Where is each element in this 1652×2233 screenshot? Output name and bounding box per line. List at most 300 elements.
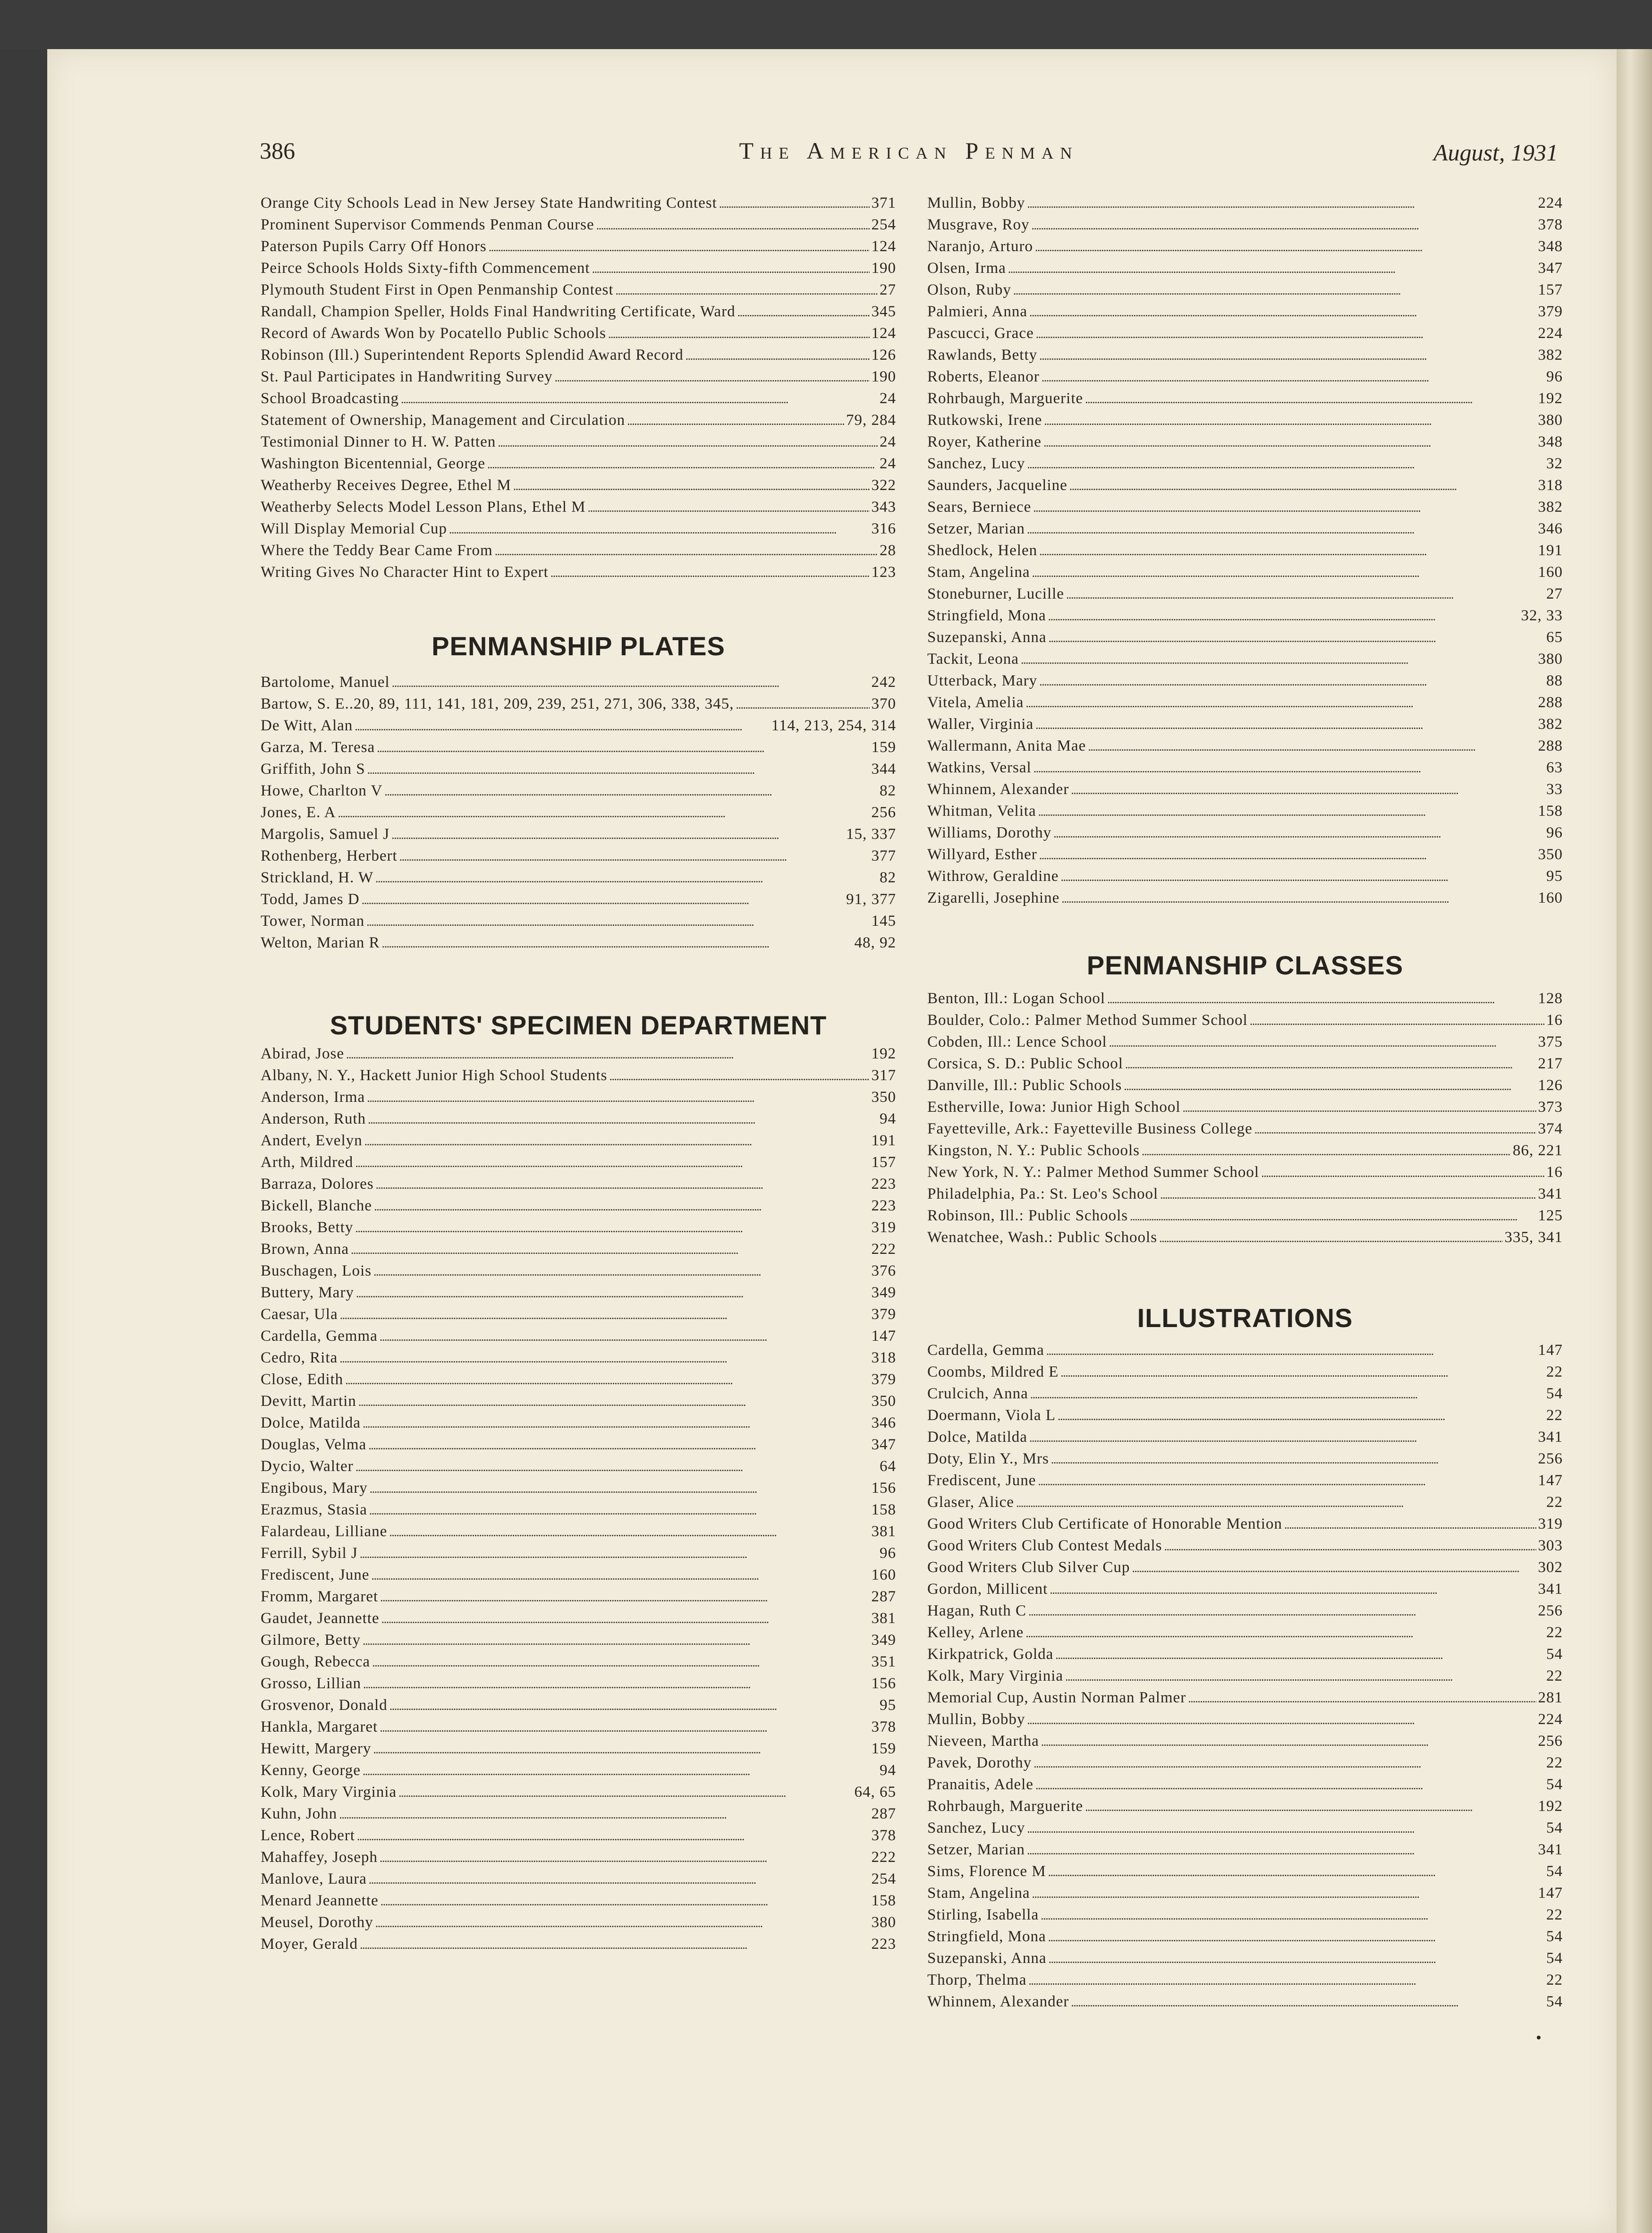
- dot-leader: [1261, 1164, 1544, 1181]
- dot-leader: [371, 1566, 869, 1584]
- dot-leader: [346, 1045, 870, 1063]
- entry-name: Mullin, Bobby: [927, 1711, 1025, 1728]
- entry-pages: 341: [1538, 1841, 1563, 1858]
- index-entry: [927, 1012, 1563, 1033]
- dot-leader: [1069, 477, 1536, 494]
- entry-name: Rohrbaugh, Marguerite: [927, 390, 1084, 407]
- entry-pages: 370: [871, 695, 896, 712]
- entry-pages: 376: [871, 1262, 896, 1279]
- illustrations-list: [927, 1342, 1563, 2015]
- index-entry: [261, 1284, 896, 1306]
- penmanship-classes-list: [927, 990, 1563, 1251]
- dot-leader: [351, 1241, 870, 1258]
- dot-leader: [1109, 1033, 1536, 1051]
- dot-leader: [1050, 1581, 1536, 1598]
- entry-pages: 126: [871, 347, 896, 364]
- index-entry: [261, 433, 896, 455]
- dot-leader: [1085, 390, 1536, 407]
- index-entry: [927, 1033, 1563, 1055]
- index-entry: [927, 1055, 1563, 1077]
- entry-pages: 64, 65: [854, 1784, 896, 1801]
- dot-leader: [340, 1306, 870, 1323]
- index-entry: [261, 542, 896, 564]
- entry-name: Cobden, Ill.: Lence School: [927, 1033, 1107, 1050]
- dot-leader: [1085, 1798, 1536, 1815]
- index-entry: [261, 325, 896, 347]
- entry-pages: 191: [871, 1132, 896, 1149]
- dot-leader: [1027, 1819, 1544, 1837]
- entry-pages: 48, 92: [854, 934, 896, 951]
- entry-name: Philadelphia, Pa.: St. Leo's School: [927, 1185, 1159, 1202]
- entry-name: Robinson, Ill.: Public Schools: [927, 1207, 1128, 1224]
- entry-name: Paterson Pupils Carry Off Honors: [261, 238, 487, 255]
- index-entry: [261, 1805, 896, 1827]
- entry-name: Dolce, Matilda: [927, 1429, 1027, 1446]
- entry-pages: 54: [1546, 1646, 1563, 1663]
- dot-leader: [1250, 1012, 1544, 1029]
- dot-leader: [1088, 737, 1536, 755]
- entry-name: Good Writers Club Contest Medals: [927, 1537, 1162, 1554]
- entry-name: Manlove, Laura: [261, 1870, 367, 1887]
- index-entry: [927, 433, 1563, 455]
- entry-pages: 22: [1546, 1363, 1563, 1380]
- dot-leader: [737, 303, 870, 321]
- dot-leader: [1025, 694, 1536, 711]
- index-entry: [927, 1077, 1563, 1099]
- index-entry: [927, 1819, 1563, 1841]
- dot-leader: [364, 1132, 870, 1150]
- entry-pages: 347: [871, 1436, 896, 1453]
- entry-name: Bickell, Blanche: [261, 1197, 372, 1214]
- entry-name: Suzepanski, Anna: [927, 1950, 1047, 1967]
- entry-name: St. Paul Participates in Handwriting Survey: [261, 368, 553, 385]
- entry-pages: 382: [1538, 499, 1563, 516]
- entry-pages: 287: [871, 1805, 896, 1822]
- index-entry: [261, 368, 896, 390]
- index-entry: [261, 195, 896, 216]
- entry-name: Nieveen, Martha: [927, 1733, 1039, 1750]
- entry-pages: 126: [1538, 1077, 1563, 1094]
- dot-leader: [357, 1827, 870, 1844]
- entry-pages: 82: [880, 782, 896, 799]
- entry-pages: 375: [1538, 1033, 1563, 1050]
- index-entry: [927, 390, 1563, 412]
- index-entry: [927, 368, 1563, 390]
- dot-leader: [392, 674, 870, 691]
- dot-leader: [1132, 1559, 1536, 1576]
- dot-leader: [339, 1805, 869, 1823]
- dot-leader: [358, 1393, 870, 1410]
- entry-pages: 256: [1538, 1602, 1563, 1619]
- entry-pages: 54: [1546, 1863, 1563, 1880]
- entry-name: Prominent Supervisor Commends Penman Course: [261, 216, 594, 233]
- entry-pages: 254: [871, 1870, 896, 1887]
- entry-name: Brooks, Betty: [261, 1219, 354, 1236]
- dot-leader: [1039, 347, 1536, 364]
- entry-pages: 348: [1538, 238, 1563, 255]
- dot-leader: [736, 695, 869, 713]
- entry-name: Anderson, Ruth: [261, 1110, 366, 1127]
- index-entry: [927, 990, 1563, 1012]
- dot-leader: [360, 1545, 878, 1562]
- entry-pages: 223: [871, 1176, 896, 1193]
- entry-pages: 95: [1546, 868, 1563, 885]
- index-entry: [927, 1494, 1563, 1515]
- entry-pages: 345: [871, 303, 896, 320]
- entry-name: Boulder, Colo.: Palmer Method Summer School: [927, 1012, 1248, 1029]
- index-entry: [261, 1501, 896, 1523]
- entry-name: Kirkpatrick, Golda: [927, 1646, 1054, 1663]
- index-entry: [261, 913, 896, 934]
- dot-leader: [1125, 1055, 1536, 1073]
- dot-leader: [592, 260, 870, 277]
- index-entry: [261, 455, 896, 477]
- entry-name: Howe, Charlton V: [261, 782, 383, 799]
- entry-name: Fayetteville, Ark.: Fayetteville Business College: [927, 1120, 1253, 1137]
- index-entry: [261, 717, 896, 739]
- entry-pages: 96: [1546, 824, 1563, 841]
- entry-name: Where the Teddy Bear Came From: [261, 542, 493, 559]
- entry-name: Todd, James D: [261, 891, 360, 908]
- dot-leader: [363, 1762, 878, 1779]
- entry-pages: 371: [871, 195, 896, 211]
- index-entry: [261, 564, 896, 585]
- dot-leader: [1034, 759, 1544, 777]
- dot-leader: [1044, 412, 1536, 429]
- index-entry: [927, 1906, 1563, 1928]
- entry-pages: 22: [1546, 1667, 1563, 1684]
- entry-pages: 24: [880, 390, 896, 407]
- index-entry: [927, 1363, 1563, 1385]
- entry-name: Zigarelli, Josephine: [927, 889, 1060, 906]
- entry-name: Pavek, Dorothy: [927, 1754, 1032, 1771]
- entry-name: Caesar, Ula: [261, 1306, 338, 1323]
- entry-pages: 156: [871, 1480, 896, 1497]
- dot-leader: [391, 826, 844, 843]
- index-entry: [927, 1689, 1563, 1711]
- entry-name: Will Display Memorial Cup: [261, 520, 447, 537]
- index-entry: [261, 761, 896, 782]
- index-entry: [927, 1559, 1563, 1581]
- index-entry: [261, 216, 896, 238]
- entry-name: Utterback, Mary: [927, 672, 1038, 689]
- dot-leader: [1035, 716, 1536, 733]
- entry-pages: 380: [871, 1914, 896, 1931]
- index-entry: [927, 1229, 1563, 1251]
- entry-name: Doermann, Viola L: [927, 1407, 1056, 1424]
- dot-leader: [587, 499, 869, 516]
- entry-pages: 94: [880, 1762, 896, 1779]
- entry-pages: 318: [871, 1349, 896, 1366]
- entry-pages: 318: [1538, 477, 1563, 494]
- dot-leader: [551, 564, 870, 581]
- dot-leader: [389, 1523, 869, 1540]
- entry-pages: 54: [1546, 1819, 1563, 1836]
- entry-name: Wenatchee, Wash.: Public Schools: [927, 1229, 1158, 1246]
- dot-leader: [380, 1328, 870, 1345]
- entry-pages: 157: [1538, 281, 1563, 298]
- entry-pages: 63: [1546, 759, 1563, 776]
- entry-pages: 319: [1538, 1515, 1563, 1532]
- entry-pages: 374: [1538, 1120, 1563, 1137]
- entry-pages: 96: [880, 1545, 896, 1562]
- entry-pages: 344: [871, 761, 896, 778]
- index-entry: [927, 1733, 1563, 1754]
- index-entry: [261, 1371, 896, 1393]
- index-entry: [261, 1219, 896, 1241]
- index-entry: [261, 477, 896, 499]
- dot-leader: [363, 1632, 870, 1649]
- index-entry: [261, 1262, 896, 1284]
- dot-leader: [370, 1480, 870, 1497]
- dot-leader: [369, 1870, 870, 1888]
- index-entry: [261, 1566, 896, 1588]
- entry-pages: 316: [871, 520, 896, 537]
- index-entry: [261, 739, 896, 761]
- facing-page-edge: [1617, 49, 1652, 2233]
- entry-name: Shedlock, Helen: [927, 542, 1038, 559]
- entry-name: Memorial Cup, Austin Norman Palmer: [927, 1689, 1186, 1706]
- entry-name: Kelley, Arlene: [927, 1624, 1024, 1641]
- entry-name: Meusel, Dorothy: [261, 1914, 373, 1931]
- penmanship-classes-heading: PENMANSHIP CLASSES: [1086, 950, 1404, 980]
- entry-name: Rohrbaugh, Marguerite: [927, 1798, 1084, 1815]
- index-entry: [927, 651, 1563, 672]
- dot-leader: [1027, 1841, 1536, 1859]
- entry-name: Crulcich, Anna: [927, 1385, 1028, 1402]
- index-entry: [261, 826, 896, 847]
- index-entry: [261, 847, 896, 869]
- dot-leader: [513, 477, 870, 494]
- entry-name: Whinnem, Alexander: [927, 1993, 1069, 2010]
- entry-name: Pascucci, Grace: [927, 325, 1034, 342]
- dot-leader: [356, 1458, 878, 1475]
- entry-pages: 145: [871, 913, 896, 930]
- dot-leader: [1071, 1993, 1544, 2011]
- dot-leader: [1053, 824, 1544, 842]
- dot-leader: [355, 1154, 869, 1171]
- index-entry: [261, 347, 896, 368]
- entry-name: Sanchez, Lucy: [927, 1819, 1025, 1836]
- index-entry: [261, 1067, 896, 1089]
- entry-pages: 381: [871, 1610, 896, 1627]
- index-entry: [261, 1414, 896, 1436]
- entry-name: Royer, Katherine: [927, 433, 1042, 450]
- entry-pages: 335, 341: [1504, 1229, 1563, 1246]
- index-entry: [261, 1328, 896, 1349]
- entry-pages: 24: [880, 433, 896, 450]
- index-entry: [927, 1450, 1563, 1472]
- entry-name: Fromm, Margaret: [261, 1588, 379, 1605]
- index-entry: [927, 781, 1563, 803]
- index-entry: [261, 1089, 896, 1110]
- index-entry: [927, 1342, 1563, 1363]
- dot-leader: [627, 412, 844, 429]
- entry-pages: 302: [1538, 1559, 1563, 1576]
- dot-leader: [1142, 1142, 1511, 1159]
- dot-leader: [399, 847, 870, 865]
- index-entry: [927, 1863, 1563, 1885]
- entry-name: Dolce, Matilda: [261, 1414, 361, 1431]
- entry-pages: 114, 213, 254, 314: [771, 717, 896, 734]
- entry-name: Buschagen, Lois: [261, 1262, 372, 1279]
- entry-pages: 288: [1538, 737, 1563, 754]
- dot-leader: [398, 1784, 852, 1801]
- index-entry: [927, 1142, 1563, 1164]
- entry-pages: 224: [1538, 1711, 1563, 1728]
- entry-name: Williams, Dorothy: [927, 824, 1052, 841]
- entry-name: Lence, Robert: [261, 1827, 355, 1844]
- index-entry: [927, 737, 1563, 759]
- index-entry: [927, 629, 1563, 651]
- entry-name: Corsica, S. D.: Public School: [927, 1055, 1123, 1072]
- index-entry: [261, 804, 896, 826]
- entry-name: Rutkowski, Irene: [927, 412, 1042, 429]
- entry-pages: 28: [880, 542, 896, 559]
- index-entry: [261, 1914, 896, 1936]
- entry-pages: 32, 33: [1521, 607, 1563, 624]
- dot-leader: [382, 934, 853, 952]
- right-column: [927, 195, 1563, 2015]
- index-entry: [261, 1306, 896, 1328]
- dot-leader: [362, 891, 844, 908]
- entry-name: Vitela, Amelia: [927, 694, 1024, 711]
- entry-name: Falardeau, Lilliane: [261, 1523, 388, 1540]
- dot-leader: [1035, 1776, 1544, 1793]
- entry-name: Plymouth Student First in Open Penmanship Contest: [261, 281, 614, 298]
- entry-name: Kolk, Mary Virginia: [261, 1784, 397, 1801]
- entry-name: Garza, M. Teresa: [261, 739, 375, 756]
- entry-pages: 341: [1538, 1581, 1563, 1598]
- entry-pages: 82: [880, 869, 896, 886]
- entry-pages: 54: [1546, 1385, 1563, 1402]
- index-entry: [927, 803, 1563, 824]
- dot-leader: [608, 325, 870, 342]
- entry-pages: 378: [871, 1827, 896, 1844]
- index-entry: [261, 1936, 896, 1957]
- entry-name: Whitman, Velita: [927, 803, 1036, 820]
- dot-leader: [367, 761, 870, 778]
- entry-name: Sims, Florence M: [927, 1863, 1046, 1880]
- dot-leader: [489, 238, 870, 255]
- entry-pages: 351: [871, 1653, 896, 1670]
- dot-leader: [1032, 564, 1536, 581]
- dot-leader: [375, 1914, 870, 1931]
- dot-leader: [1042, 368, 1544, 386]
- entry-name: Brown, Anna: [261, 1241, 349, 1258]
- index-entry: [261, 1653, 896, 1675]
- index-entry: [927, 1993, 1563, 2015]
- index-entry: [261, 869, 896, 891]
- dot-leader: [1046, 1342, 1536, 1359]
- entry-pages: 159: [871, 1740, 896, 1757]
- dot-leader: [1048, 607, 1519, 625]
- index-entry: [261, 1632, 896, 1653]
- index-entry: [927, 1407, 1563, 1429]
- dot-leader: [1048, 629, 1544, 646]
- entry-name: Devitt, Martin: [261, 1393, 356, 1410]
- index-entry: [927, 868, 1563, 889]
- entry-name: Kolk, Mary Virginia: [927, 1667, 1064, 1684]
- dot-leader: [1043, 433, 1536, 451]
- dot-leader: [375, 869, 878, 887]
- index-entry: [261, 695, 896, 717]
- entry-name: Abirad, Jose: [261, 1045, 344, 1062]
- dot-leader: [1055, 1646, 1544, 1663]
- entry-pages: 317: [871, 1067, 896, 1084]
- index-entry: [261, 390, 896, 412]
- entry-pages: 288: [1538, 694, 1563, 711]
- index-entry: [927, 1099, 1563, 1120]
- entry-pages: 190: [871, 368, 896, 385]
- entry-name: Washington Bicentennial, George: [261, 455, 485, 472]
- entry-name: Mullin, Bobby: [927, 195, 1025, 211]
- entry-name: School Broadcasting: [261, 390, 399, 407]
- index-entry: [927, 1602, 1563, 1624]
- index-entry: [927, 607, 1563, 629]
- dot-leader: [1038, 1472, 1536, 1489]
- index-entry: [261, 1154, 896, 1176]
- index-entry: [927, 303, 1563, 325]
- entry-pages: 224: [1538, 325, 1563, 342]
- index-entry: [261, 1675, 896, 1697]
- entry-pages: 256: [1538, 1450, 1563, 1467]
- page-header: [260, 137, 1558, 175]
- dot-leader: [1008, 260, 1536, 277]
- dot-leader: [367, 1089, 869, 1106]
- index-entry: [927, 455, 1563, 477]
- dot-leader: [1027, 1711, 1536, 1728]
- dot-leader: [1030, 1385, 1544, 1403]
- dot-leader: [363, 1414, 870, 1432]
- entry-pages: 192: [871, 1045, 896, 1062]
- entry-pages: 54: [1546, 1928, 1563, 1945]
- dot-leader: [719, 195, 870, 212]
- entry-name: Tower, Norman: [261, 913, 365, 930]
- entry-name: Kenny, George: [261, 1762, 361, 1779]
- entry-pages: 15, 337: [846, 826, 896, 843]
- index-entry: [261, 260, 896, 281]
- scan-top-border: [0, 0, 1652, 49]
- entry-name: Andert, Evelyn: [261, 1132, 363, 1149]
- entry-pages: 24: [880, 455, 896, 472]
- entry-name: Arth, Mildred: [261, 1154, 354, 1171]
- entry-name: Stam, Angelina: [927, 1885, 1030, 1902]
- index-entry: [261, 1480, 896, 1501]
- entry-pages: 349: [871, 1632, 896, 1649]
- index-entry: [261, 281, 896, 303]
- entry-pages: 157: [871, 1154, 896, 1171]
- index-entry: [261, 1545, 896, 1566]
- index-entry: [261, 1718, 896, 1740]
- index-entry: [261, 1458, 896, 1480]
- entry-pages: 156: [871, 1675, 896, 1692]
- entry-name: Mahaffey, Joseph: [261, 1849, 378, 1866]
- entry-pages: 79, 284: [846, 412, 896, 429]
- entry-pages: 191: [1538, 542, 1563, 559]
- entry-pages: 350: [871, 1089, 896, 1106]
- entry-name: Willyard, Esther: [927, 846, 1037, 863]
- entry-pages: 32: [1546, 455, 1563, 472]
- entry-pages: 348: [1538, 433, 1563, 450]
- entry-pages: 347: [1538, 260, 1563, 277]
- entry-name: Naranjo, Arturo: [927, 238, 1033, 255]
- dot-leader: [1031, 216, 1536, 234]
- index-entry: [261, 1523, 896, 1545]
- index-entry: [927, 347, 1563, 368]
- dot-leader: [1039, 672, 1544, 690]
- entry-name: Grosso, Lillian: [261, 1675, 361, 1692]
